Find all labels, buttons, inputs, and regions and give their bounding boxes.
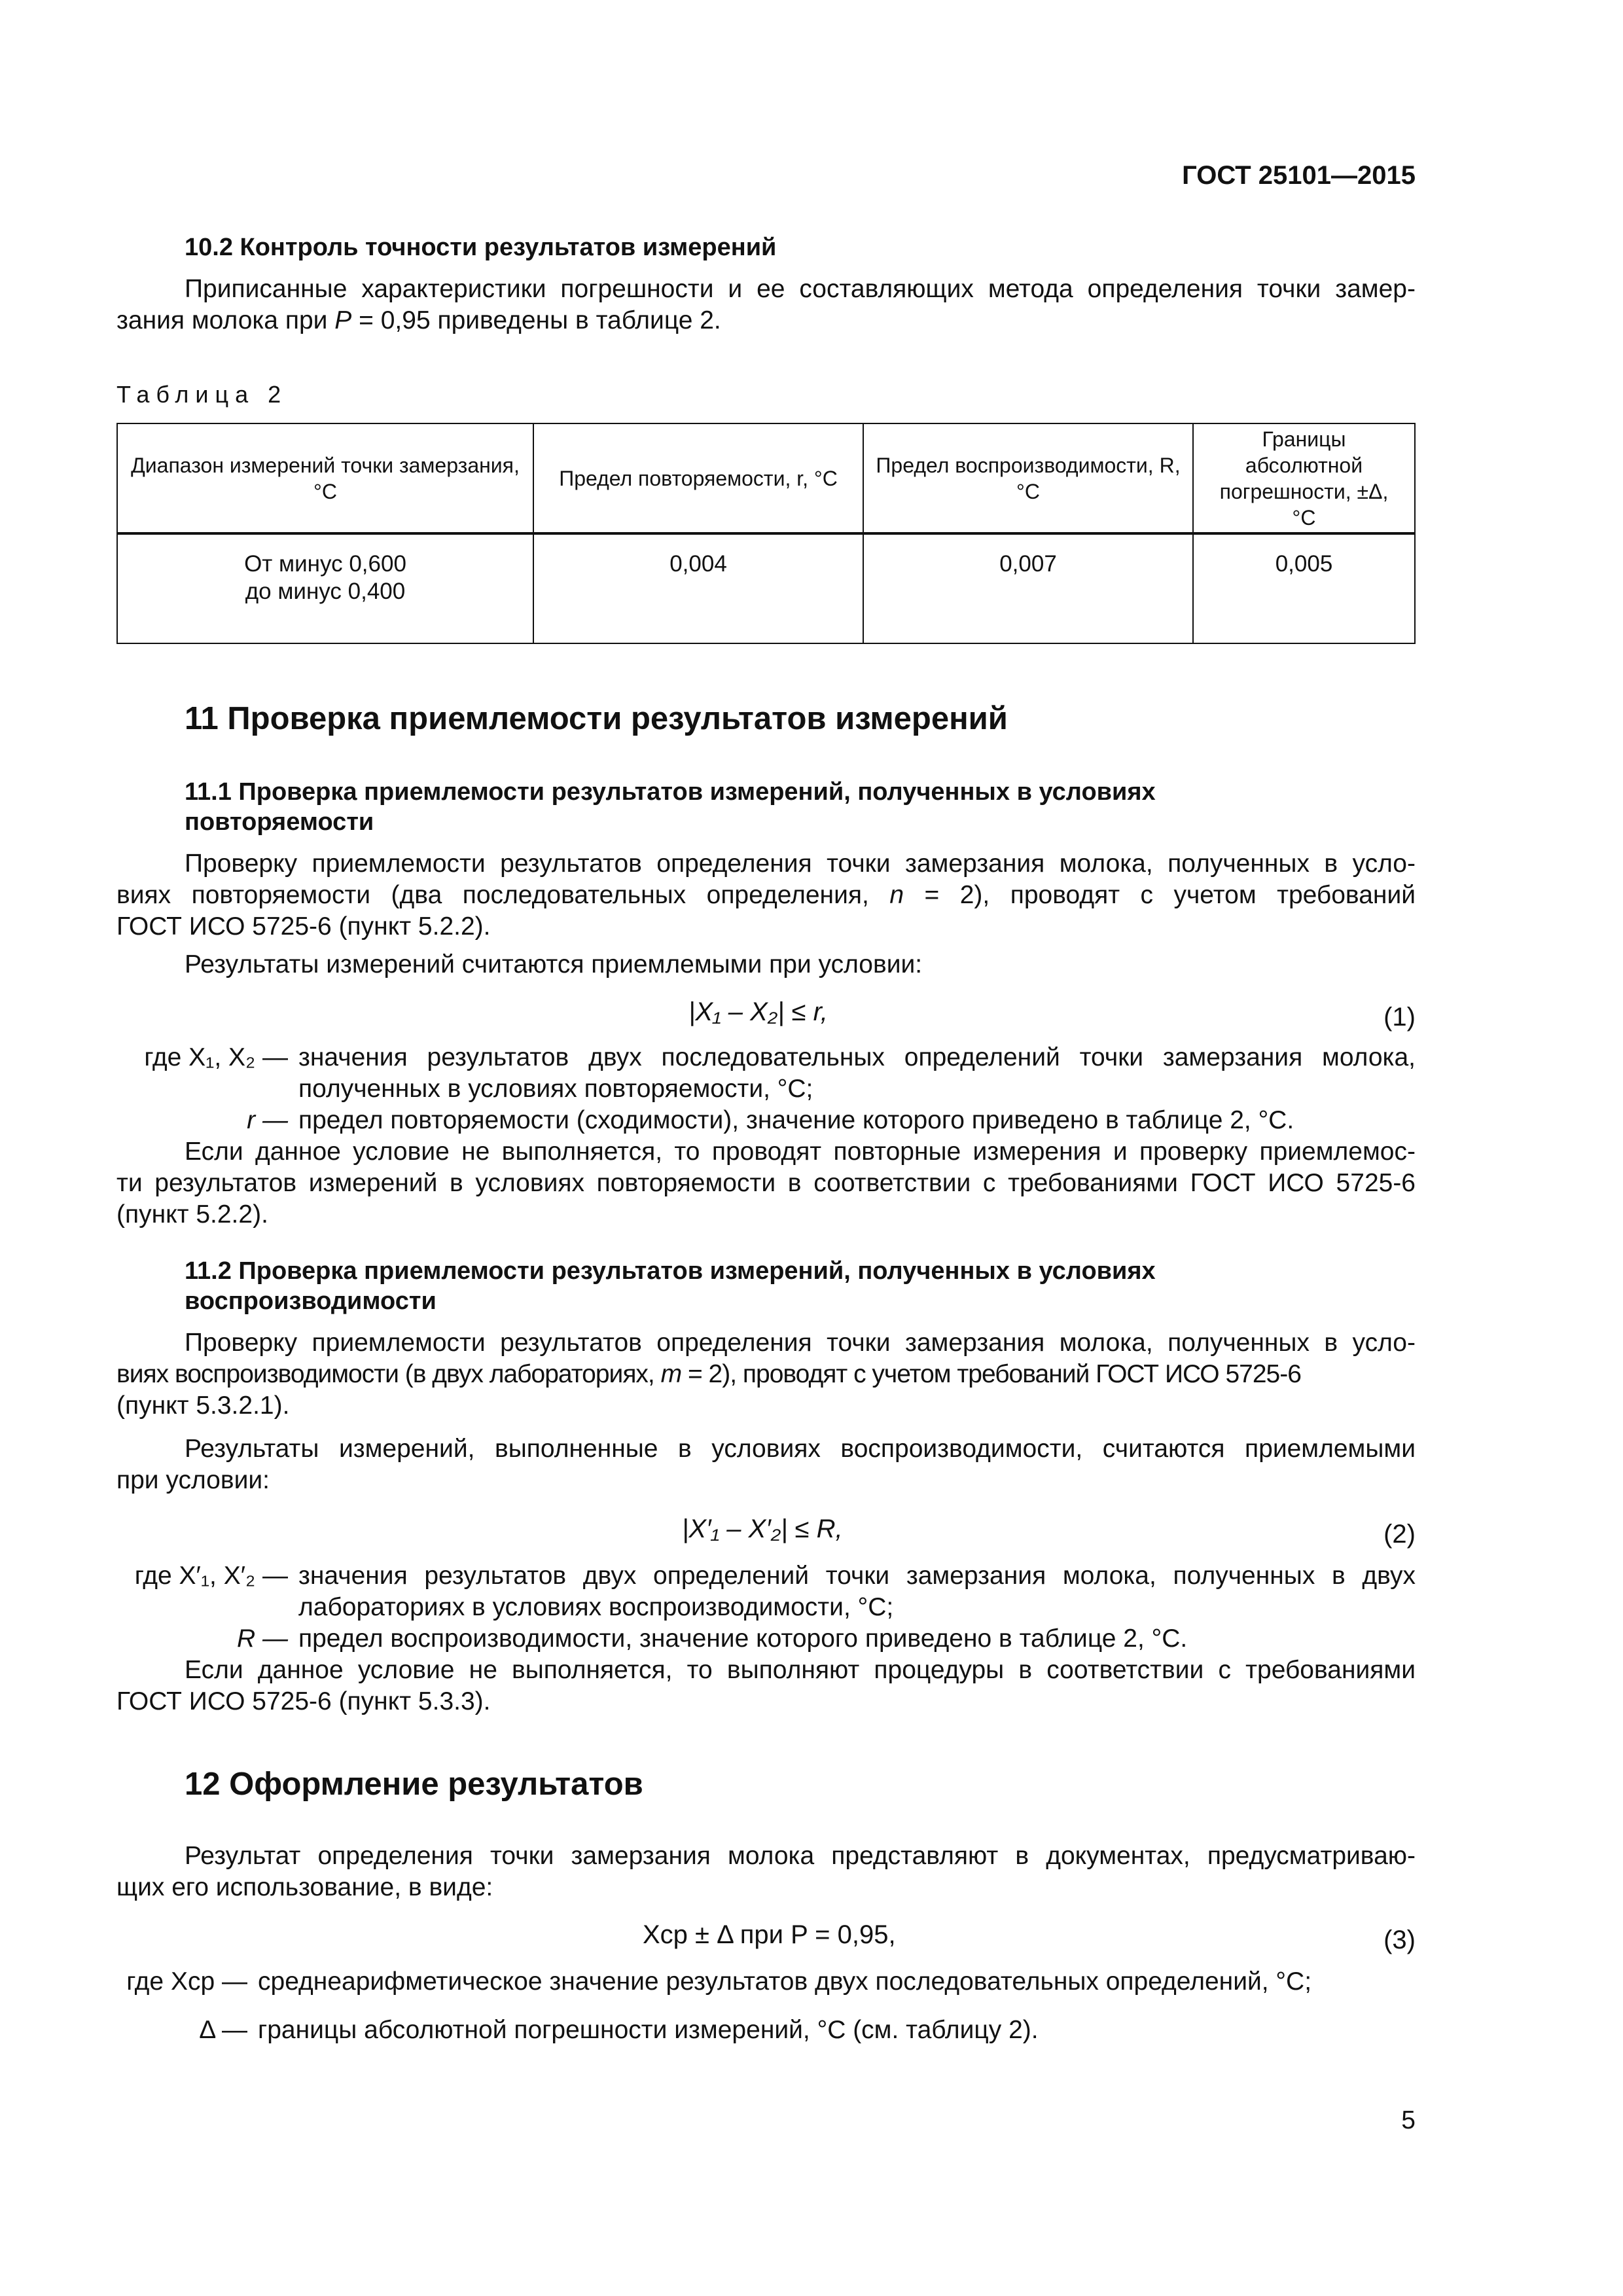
table-cell-R: 0,007 bbox=[863, 533, 1193, 643]
where-label-delta: Δ — bbox=[199, 2016, 247, 2044]
where-label-x1x2: где X₁, X₂ — bbox=[144, 1043, 288, 1071]
where-label-r: r — bbox=[247, 1106, 288, 1134]
section-11-2-para3-line2: ГОСТ ИСО 5725-6 (пункт 5.3.3). bbox=[116, 1687, 491, 1715]
equation-number-1: (1) bbox=[1383, 1003, 1416, 1031]
where-row-r bbox=[116, 1105, 1416, 1136]
equation-number-2: (2) bbox=[1383, 1520, 1416, 1549]
where-label-R: R — bbox=[237, 1624, 288, 1653]
table-cell-range: От минус 0,600 до минус 0,400 bbox=[117, 533, 533, 643]
where-label-x1x2-prime: где X′₁, X′₂ — bbox=[134, 1562, 288, 1590]
where-text-r: предел повторяемости (сходимости), значение которого приведено в таблице 2, °С. bbox=[298, 1106, 1294, 1134]
section-11-heading: 11 Проверка приемлемости результатов измерений bbox=[185, 701, 1008, 736]
section-11-1-para3-line2: ти результатов измерений в условиях повторяемости в соответствии с требованиями ГОСТ ИСО 5725-6 bbox=[116, 1169, 1416, 1197]
section-11-2-para2-line1: Результаты измерений, выполненные в условиях воспроизводимости, считаются приемлемыми bbox=[185, 1435, 1416, 1463]
formula-1: |X₁ – X₂| ≤ r, bbox=[688, 997, 828, 1026]
where-text-delta: границы абсолютной погрешности измерений, °С (см. таблицу 2). bbox=[258, 2016, 1039, 2044]
section-11-2-heading-line2: воспроизводимости bbox=[185, 1287, 437, 1315]
section-11-1-para1-line1: Проверку приемлемости результатов определения точки замерзания молока, полученных в усло- bbox=[185, 850, 1416, 878]
where-text-x1x2-prime-line2: лабораториях в условиях воспроизводимости, °С; bbox=[298, 1593, 894, 1621]
where-row-R bbox=[116, 1623, 1416, 1655]
section-11-2-heading-line1: 11.2 Проверка приемлемости результатов измерений, полученных в условиях bbox=[185, 1257, 1156, 1285]
table-header-range: Диапазон измерений точки замерзания, °С bbox=[117, 423, 533, 533]
section-11-1-para3-line1: Если данное условие не выполняется, то проводят повторные измерения и проверку приемлемос- bbox=[185, 1138, 1416, 1166]
where-block-11-1 bbox=[116, 1042, 1416, 1105]
table-header-reproducibility: Предел воспроизводимости, R, °С bbox=[863, 423, 1193, 533]
section-12-heading: 12 Оформление результатов bbox=[185, 1767, 643, 1802]
section-11-2-para2-line2: при условии: bbox=[116, 1466, 270, 1494]
section-12-para1-line1: Результат определения точки замерзания молока представляют в документах, предусматриваю- bbox=[185, 1842, 1416, 1870]
where-text-R: предел воспроизводимости, значение которого приведено в таблице 2, °С. bbox=[298, 1624, 1188, 1653]
table-header-repeatability: Предел повторяемости, r, °С bbox=[533, 423, 863, 533]
table-header-error: Границы абсолютной погрешности, ±Δ, °С bbox=[1193, 423, 1415, 533]
where-text-x1x2-line1: значения результатов двух последовательных определений точки замерзания молока, bbox=[298, 1043, 1416, 1071]
where-label-xcp: где Xср — bbox=[126, 1967, 247, 1996]
table-cell-delta: 0,005 bbox=[1193, 533, 1415, 643]
section-11-1-heading-line1: 11.1 Проверка приемлемости результатов измерений, полученных в условиях bbox=[185, 778, 1156, 806]
section-10-2-para-line1: Приписанные характеристики погрешности и ее составляющих метода определения точки замер- bbox=[185, 275, 1416, 303]
where-block-11-2 bbox=[116, 1560, 1416, 1623]
section-11-1-para3-line3: (пункт 5.2.2). bbox=[116, 1200, 268, 1229]
formula-3: Xср ± Δ при P = 0,95, bbox=[643, 1920, 896, 1949]
table-caption: Таблица 2 bbox=[116, 381, 288, 408]
where-text-xcp: среднеарифметическое значение результатов двух последовательных определений, °С; bbox=[258, 1967, 1312, 1996]
section-10-2-para-line2: зания молока при P = 0,95 приведены в таблице 2. bbox=[116, 306, 721, 334]
formula-2: |X′₁ – X′₂| ≤ R, bbox=[682, 1515, 843, 1543]
table-2 bbox=[116, 423, 1416, 644]
section-11-2-para1-line3: (пункт 5.3.2.1). bbox=[116, 1391, 290, 1420]
section-11-1-heading-line2: повторяемости bbox=[185, 808, 374, 836]
section-11-2-para1-line1: Проверку приемлемости результатов определения точки замерзания молока, полученных в усло- bbox=[185, 1329, 1416, 1357]
equation-number-3: (3) bbox=[1383, 1926, 1416, 1954]
section-11-2-para3-line1: Если данное условие не выполняется, то выполняют процедуры в соответствии с требованиями bbox=[185, 1656, 1416, 1684]
section-10-2-heading: 10.2 Контроль точности результатов измерений bbox=[185, 234, 777, 261]
section-12-para1-line2: щих его использование, в виде: bbox=[116, 1873, 493, 1901]
table-cell-r: 0,004 bbox=[533, 533, 863, 643]
where-row-xcp bbox=[126, 1966, 1416, 1998]
where-row-delta bbox=[126, 2015, 1416, 2046]
page-number: 5 bbox=[1401, 2106, 1416, 2134]
section-11-2-para1-line2: виях воспроизводимости (в двух лабораториях, m = 2), проводят с учетом требований ГОСТ ИСО 5725-6 bbox=[116, 1360, 1301, 1388]
document-code: ГОСТ 25101—2015 bbox=[1182, 161, 1416, 190]
section-11-1-para1-line2: виях повторяемости (два последовательных определения, n = 2), проводят с учетом требований bbox=[116, 881, 1416, 909]
section-11-1-para2: Результаты измерений считаются приемлемыми при условии: bbox=[185, 950, 923, 978]
where-text-x1x2-prime-line1: значения результатов двух определений точки замерзания молока, полученных в двух bbox=[298, 1562, 1416, 1590]
section-11-1-para1-line3: ГОСТ ИСО 5725-6 (пункт 5.2.2). bbox=[116, 912, 491, 941]
where-text-x1x2-line2: полученных в условиях повторяемости, °С; bbox=[298, 1075, 813, 1103]
